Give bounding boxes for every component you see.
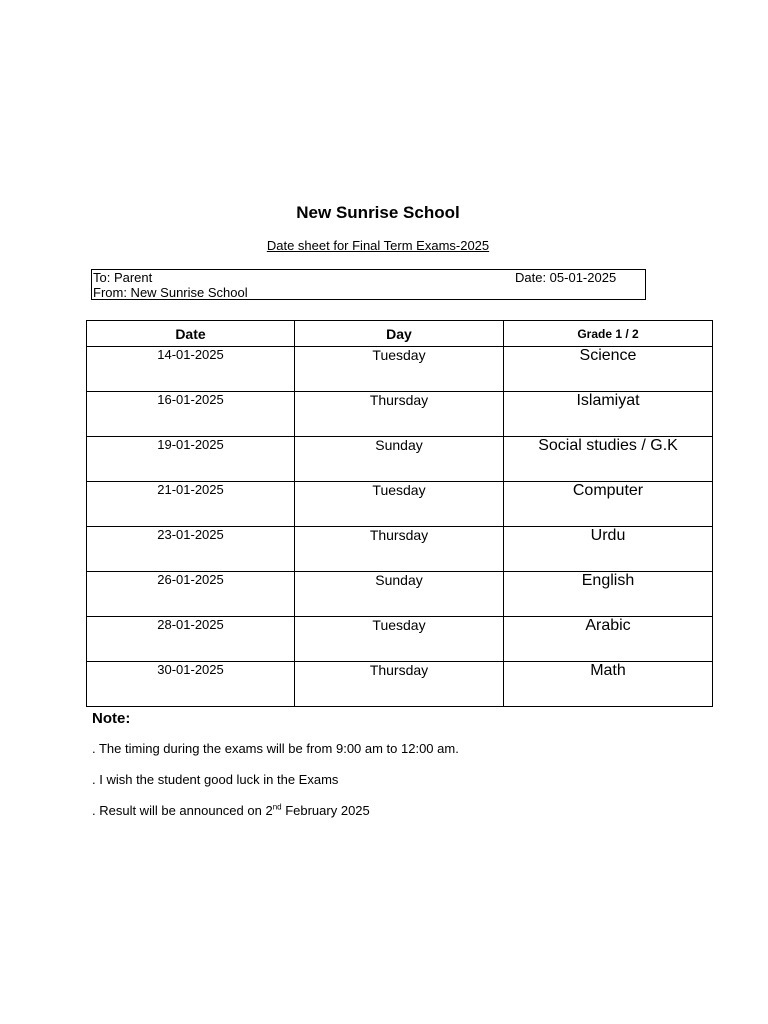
cell-subject: English	[504, 572, 713, 617]
note-heading: Note:	[92, 710, 131, 727]
table-row	[87, 572, 713, 617]
table-row	[87, 482, 713, 527]
table-row	[87, 662, 713, 707]
cell-day: Tuesday	[295, 347, 504, 392]
cell-date: 30-01-2025	[87, 662, 295, 707]
cell-date: 23-01-2025	[87, 527, 295, 572]
note-good-luck: . I wish the student good luck in the Exams	[92, 772, 339, 787]
table-row	[87, 347, 713, 392]
recipient-line: To: Parent	[93, 270, 153, 285]
cell-subject: Computer	[504, 482, 713, 527]
note-result-ordinal: nd	[272, 802, 282, 812]
sender-line: From: New Sunrise School	[93, 285, 248, 300]
issue-date: Date: 05-01-2025	[515, 270, 617, 285]
header-grade: Grade 1 / 2	[504, 321, 713, 347]
note-result	[92, 803, 370, 818]
table-row	[87, 437, 713, 482]
cell-subject: Arabic	[504, 617, 713, 662]
header-day: Day	[295, 321, 504, 347]
cell-date: 26-01-2025	[87, 572, 295, 617]
note-result-prefix: . Result will be announced on 2	[92, 803, 273, 818]
school-title: New Sunrise School	[296, 203, 460, 222]
cell-subject: Urdu	[504, 527, 713, 572]
header-date: Date	[87, 321, 295, 347]
table-row	[87, 617, 713, 662]
table-row	[87, 527, 713, 572]
cell-day: Sunday	[295, 437, 504, 482]
cell-date: 16-01-2025	[87, 392, 295, 437]
cell-day: Thursday	[295, 662, 504, 707]
note-timing: . The timing during the exams will be from 9:00 am to 12:00 am.	[92, 741, 459, 756]
cell-date: 21-01-2025	[87, 482, 295, 527]
cell-subject: Science	[504, 347, 713, 392]
note-result-suffix: February 2025	[281, 803, 370, 818]
date-sheet-subtitle: Date sheet for Final Term Exams-2025	[266, 238, 490, 253]
table-header-row	[87, 321, 713, 347]
cell-date: 28-01-2025	[87, 617, 295, 662]
cell-day: Tuesday	[295, 617, 504, 662]
cell-date: 14-01-2025	[87, 347, 295, 392]
cell-day: Sunday	[295, 572, 504, 617]
cell-day: Thursday	[295, 392, 504, 437]
cell-subject: Islamiyat	[504, 392, 713, 437]
cell-day: Tuesday	[295, 482, 504, 527]
cell-subject: Social studies / G.K	[504, 437, 713, 482]
cell-day: Thursday	[295, 527, 504, 572]
cell-date: 19-01-2025	[87, 437, 295, 482]
address-box	[91, 269, 646, 300]
table-row	[87, 392, 713, 437]
exam-schedule-table	[86, 320, 713, 707]
cell-subject: Math	[504, 662, 713, 707]
